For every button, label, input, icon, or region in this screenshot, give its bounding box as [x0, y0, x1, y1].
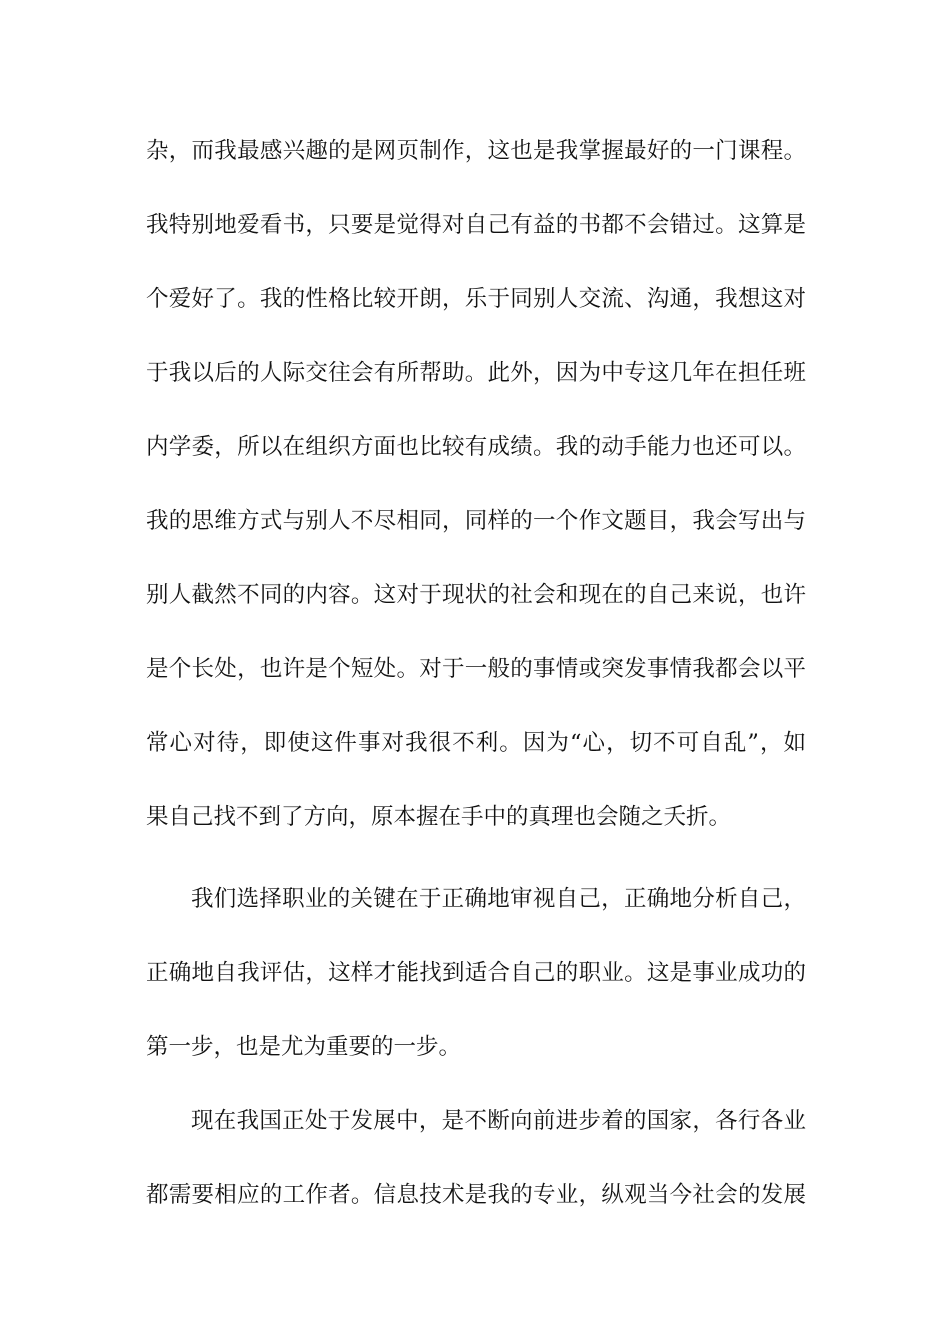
paragraph-line: 都需要相应的工作者。信息技术是我的专业，纵观当今社会的发展 — [146, 1182, 806, 1208]
paragraph-line: 内学委，所以在组织方面也比较有成绩。我的动手能力也还可以。 — [146, 434, 806, 460]
paragraph-line: 个爱好了。我的性格比较开朗，乐于同别人交流、沟通，我想这对 — [146, 286, 806, 312]
paragraph-line: 常心对待，即使这件事对我很不利。因为“心，切不可自乱”，如 — [146, 730, 806, 756]
paragraph-line: 我们选择职业的关键在于正确地审视自己，正确地分析自己， — [191, 886, 806, 912]
paragraph-line: 正确地自我评估，这样才能找到适合自己的职业。这是事业成功的 — [146, 960, 806, 986]
paragraph-line: 别人截然不同的内容。这对于现状的社会和现在的自己来说，也许 — [146, 582, 806, 608]
paragraph-line: 果自己找不到了方向，原本握在手中的真理也会随之夭折。 — [146, 804, 732, 830]
paragraph-line: 第一步，也是尤为重要的一步。 — [146, 1034, 462, 1060]
paragraph-line: 我的思维方式与别人不尽相同，同样的一个作文题目，我会写出与 — [146, 508, 806, 534]
paragraph-line: 我特别地爱看书，只要是觉得对自己有益的书都不会错过。这算是 — [146, 212, 806, 238]
paragraph-line: 现在我国正处于发展中，是不断向前进步着的国家，各行各业 — [191, 1108, 806, 1134]
paragraph-line: 杂，而我最感兴趣的是网页制作，这也是我掌握最好的一门课程。 — [146, 138, 806, 164]
paragraph-line: 于我以后的人际交往会有所帮助。此外，因为中专这几年在担任班 — [146, 360, 806, 386]
paragraph-line: 是个长处，也许是个短处。对于一般的事情或突发事情我都会以平 — [146, 656, 806, 682]
